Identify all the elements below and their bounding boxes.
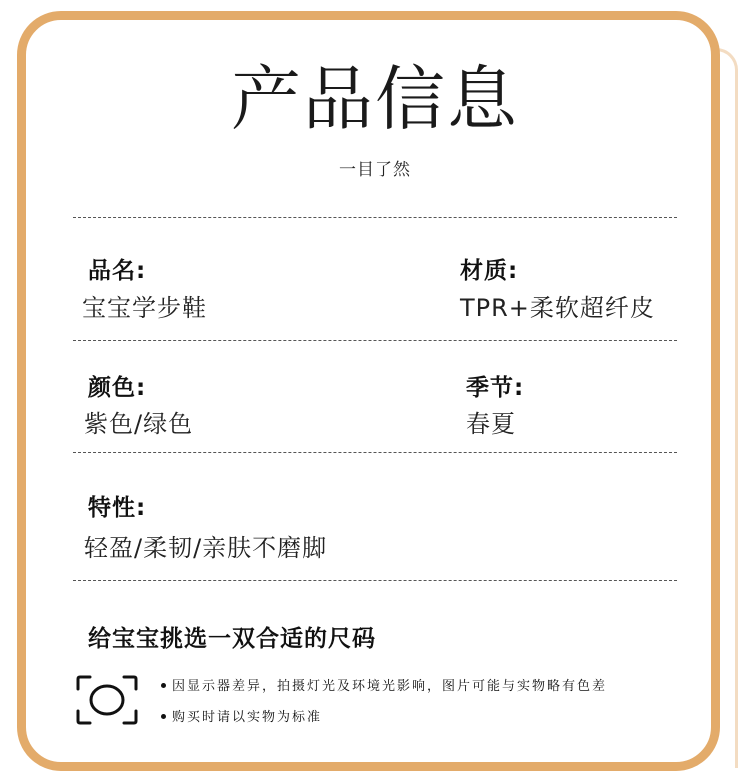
divider (73, 217, 677, 218)
note-item (161, 706, 322, 725)
note-item (161, 675, 607, 694)
bullet-icon (161, 714, 166, 719)
page-title: 产品信息 (231, 58, 519, 140)
material-label: 材质: (460, 258, 519, 284)
color-label: 颜色: (88, 375, 147, 401)
camera-icon (76, 675, 138, 725)
page-subtitle: 一目了然 (339, 160, 411, 180)
divider (73, 452, 677, 453)
product-name-value: 宝宝学步鞋 (82, 294, 207, 322)
season-value: 春夏 (466, 410, 516, 438)
season-label: 季节: (466, 375, 525, 401)
divider (73, 580, 677, 581)
feature-label: 特性: (88, 495, 147, 521)
size-section-title: 给宝宝挑选一双合适的尺码 (88, 626, 376, 652)
note-text: 购买时请以实物为标准 (172, 710, 323, 725)
bullet-icon (161, 683, 166, 688)
feature-value: 轻盈/柔韧/亲肤不磨脚 (84, 534, 328, 562)
material-value: TPR+柔软超纤皮 (460, 294, 655, 322)
color-value: 紫色/绿色 (84, 410, 194, 438)
note-text: 因显示器差异，拍摄灯光及环境光影响，图片可能与实物略有色差 (172, 679, 608, 694)
divider (73, 340, 677, 341)
product-name-label: 品名: (88, 258, 147, 284)
